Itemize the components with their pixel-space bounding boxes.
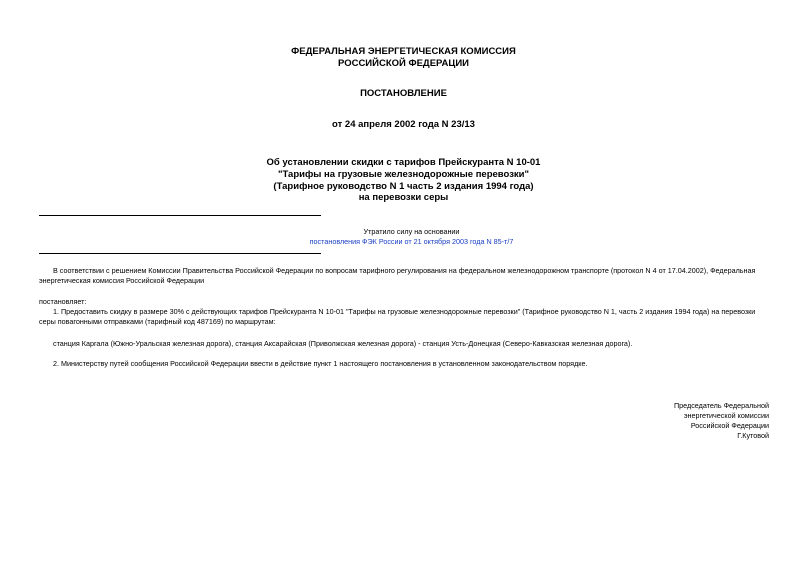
signature-block — [674, 401, 769, 441]
doc-title-line4: на перевозки серы — [358, 192, 449, 203]
route-paragraph: станция Каргала (Южно-Уральская железная дорога), станция Аксарайская (Приволжская железная дорога) - станция Усть-Донецкая (Северо-Кавказская железная дорога). — [53, 339, 633, 348]
signature-name: Г.Кутовой — [737, 431, 769, 440]
item-2-paragraph: 2. Министерству путей сообщения Российской Федерации ввести в действие пункт 1 настоящего постановления в установленном законодательством порядке. — [53, 359, 588, 368]
status-note: Утратило силу на основании — [363, 227, 460, 236]
doc-type-heading: ПОСТАНОВЛЕНИЕ — [360, 88, 447, 99]
divider-top — [39, 215, 321, 216]
status-link[interactable]: постановления ФЭК России от 21 октября 2003 года N 85-т/7 — [309, 237, 514, 246]
signature-line1: Председатель Федеральной — [674, 401, 769, 410]
doc-date-number: от 24 апреля 2002 года N 23/13 — [332, 119, 475, 130]
decree-word: постановляет: — [39, 297, 87, 306]
item-1-paragraph: 1. Предоставить скидку в размере 30% с действующих тарифов Прейскуранта N 10-01 "Тарифы на грузовые железнодорожные перевозки" (Тарифное руководство N 1, часть 2 издания 1994 года) на перевозки серы повагонными отправками (тарифный код 487169) по маршрутам: — [39, 307, 756, 326]
intro-paragraph: В соответствии с решением Комиссии Правительства Российской Федерации по вопросам тарифного регулирования на федеральном железнодорожном транспорте (протокол N 4 от 17.04.2002), Федеральная энергетическая комиссия Российской Федерации — [39, 266, 756, 285]
org-name-line1: ФЕДЕРАЛЬНАЯ ЭНЕРГЕТИЧЕСКАЯ КОМИССИЯ — [291, 46, 516, 57]
org-name-line2: РОССИЙСКОЙ ФЕДЕРАЦИИ — [337, 58, 469, 69]
doc-title-line3: (Тарифное руководство N 1 часть 2 издания 1994 года) — [273, 181, 534, 192]
doc-title-line2: "Тарифы на грузовые железнодорожные перевозки" — [277, 169, 530, 180]
doc-title-line1: Об установлении скидки с тарифов Прейскуранта N 10-01 — [266, 157, 541, 168]
signature-line2: энергетической комиссии — [683, 411, 769, 420]
signature-line3: Российской Федерации — [690, 421, 769, 430]
divider-bottom — [39, 253, 321, 254]
